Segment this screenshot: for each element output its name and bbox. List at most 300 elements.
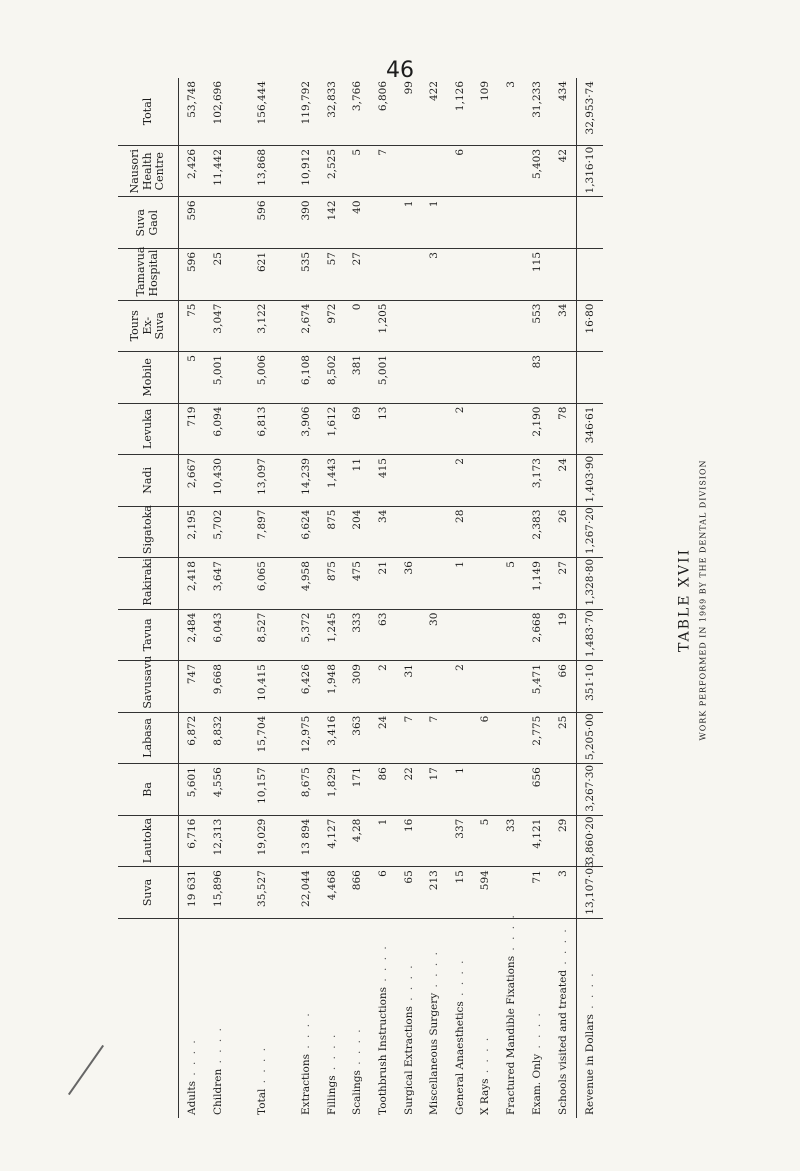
column-header: Labasa <box>118 712 179 764</box>
table-cell: 8,675 <box>293 764 319 816</box>
table-cell: 596 <box>179 249 206 301</box>
table-cell <box>396 300 422 352</box>
table-cell <box>447 609 473 661</box>
table-cell: 4,28 <box>345 815 371 867</box>
table-cell: 16 <box>396 815 422 867</box>
column-header: Total <box>118 78 179 145</box>
table-cell <box>473 249 499 301</box>
table-cell: 28 <box>447 506 473 558</box>
row-label: Fractured Mandible Fixations . . . . <box>505 913 518 1115</box>
table-cell: 1 <box>421 197 447 249</box>
table-cell <box>447 249 473 301</box>
table-cell: 30 <box>421 609 447 661</box>
row-label: Miscellaneous Surgery . . . . <box>428 950 441 1115</box>
table-cell: 10,157 <box>241 764 284 816</box>
table-cell: 621 <box>241 249 284 301</box>
column-header: Tavua <box>118 609 179 661</box>
table-cell: 390 <box>293 197 319 249</box>
dot-leader: . . . . <box>556 927 569 970</box>
table-cell: 5 <box>473 815 499 867</box>
table-cell: 6 <box>447 145 473 197</box>
column-header: Sigatoka <box>118 506 179 558</box>
column-header: Nausori Health Centre <box>118 145 179 197</box>
dot-leader: . . . . <box>530 1011 543 1054</box>
column-header: Suva <box>118 867 179 919</box>
table-cell <box>421 403 447 455</box>
table-cell <box>524 197 550 249</box>
column-header: Rakiraki <box>118 558 179 610</box>
table-cell: 346·61 <box>576 403 603 455</box>
table-cell <box>473 197 499 249</box>
table-cell: 27 <box>345 249 371 301</box>
table-cell: 22 <box>396 764 422 816</box>
table-cell <box>473 609 499 661</box>
table-cell: 21 <box>370 558 396 610</box>
table-cell: 171 <box>345 764 371 816</box>
table-cell: 5,601 <box>179 764 206 816</box>
table-cell: 24 <box>549 455 576 507</box>
table-cell: 3,122 <box>241 300 284 352</box>
table-cell: 83 <box>524 352 550 404</box>
table-cell: 875 <box>319 506 345 558</box>
table-cell <box>473 300 499 352</box>
table-cell: 17 <box>421 764 447 816</box>
table-cell: 866 <box>345 867 371 919</box>
table-cell: 1,483·70 <box>576 609 603 661</box>
table-cell <box>473 661 499 713</box>
table-cell: 1,267·20 <box>576 506 603 558</box>
table-cell: 36 <box>396 558 422 610</box>
table-cell: 381 <box>345 352 371 404</box>
table-cell: 6,813 <box>241 403 284 455</box>
table-cell: 3,647 <box>205 558 231 610</box>
table-cell <box>396 609 422 661</box>
table-cell: 213 <box>421 867 447 919</box>
row-label: Extractions . . . . <box>300 1011 313 1115</box>
table-cell: 13 <box>370 403 396 455</box>
table-cell: 14,239 <box>293 455 319 507</box>
table-cell: 156,444 <box>241 78 284 145</box>
table-cell: 102,696 <box>205 78 231 145</box>
table-cell <box>498 609 524 661</box>
table-cell: 6,872 <box>179 712 206 764</box>
column-header: Lautoka <box>118 815 179 867</box>
table-cell: 6,108 <box>293 352 319 404</box>
table-row <box>421 78 447 1118</box>
table-cell <box>421 506 447 558</box>
column-header: Ba <box>118 764 179 816</box>
table-row <box>447 78 473 1118</box>
table-cell <box>421 455 447 507</box>
data-table-container <box>118 78 603 1118</box>
table-cell <box>549 352 576 404</box>
table-cell: 5,205·00 <box>576 712 603 764</box>
row-label: General Anaesthetics . . . . <box>453 958 466 1115</box>
table-cell: 29 <box>549 815 576 867</box>
dot-leader: . . . . <box>428 950 441 993</box>
row-label: Children . . . . <box>211 1026 224 1115</box>
table-cell: 333 <box>345 609 371 661</box>
table-cell: 35,527 <box>241 867 284 919</box>
table-cell: 11 <box>345 455 371 507</box>
table-cell <box>396 403 422 455</box>
table-cell: 1 <box>447 558 473 610</box>
table-cell: 6,624 <box>293 506 319 558</box>
table-cell: 747 <box>179 661 206 713</box>
table-cell <box>421 300 447 352</box>
table-cell <box>447 352 473 404</box>
table-cell: 1,328·80 <box>576 558 603 610</box>
table-cell: 475 <box>345 558 371 610</box>
table-cell: 1,829 <box>319 764 345 816</box>
table-cell: 6,043 <box>205 609 231 661</box>
table-cell: 10,430 <box>205 455 231 507</box>
table-cell: 415 <box>370 455 396 507</box>
table-cell: 204 <box>345 506 371 558</box>
dot-leader: . . . . <box>583 971 596 1015</box>
column-header: Tours Ex-Suva <box>118 300 179 352</box>
table-cell: 1,443 <box>319 455 345 507</box>
table-cell: 5,403 <box>524 145 550 197</box>
table-cell: 719 <box>179 403 206 455</box>
table-cell: 5,702 <box>205 506 231 558</box>
table-cell: 34 <box>549 300 576 352</box>
table-cell: 5,006 <box>241 352 284 404</box>
table-cell: 2,525 <box>319 145 345 197</box>
header-label-column <box>118 918 179 1118</box>
table-cell <box>549 197 576 249</box>
table-cell: 4,121 <box>524 815 550 867</box>
table-cell: 13,097 <box>241 455 284 507</box>
dot-leader: . . . . <box>211 1026 224 1069</box>
page-number: 46 <box>386 58 414 83</box>
table-cell: 15 <box>447 867 473 919</box>
table-cell: 34 <box>370 506 396 558</box>
table-cell: 2,426 <box>179 145 206 197</box>
dot-leader: . . . . <box>351 1027 364 1071</box>
table-row <box>205 78 231 1118</box>
table-cell: 3,906 <box>293 403 319 455</box>
table-cell <box>498 506 524 558</box>
column-header: Savusavu <box>118 661 179 713</box>
table-cell: 1 <box>396 197 422 249</box>
table-row <box>549 78 576 1118</box>
table-cell: 1,612 <box>319 403 345 455</box>
table-cell: 86 <box>370 764 396 816</box>
table-cell: 6 <box>473 712 499 764</box>
table-cell <box>421 352 447 404</box>
table-cell: 12,313 <box>205 815 231 867</box>
table-cell: 15,896 <box>205 867 231 919</box>
table-cell: 57 <box>319 249 345 301</box>
table-cell: 2 <box>447 455 473 507</box>
table-cell: 2,668 <box>524 609 550 661</box>
table-cell <box>473 455 499 507</box>
table-cell <box>498 764 524 816</box>
table-title: TABLE XVII <box>676 547 693 653</box>
table-cell: 6,065 <box>241 558 284 610</box>
table-row <box>498 78 524 1118</box>
table-cell: 535 <box>293 249 319 301</box>
table-cell: 40 <box>345 197 371 249</box>
table-cell: 5 <box>179 352 206 404</box>
table-cell: 10,415 <box>241 661 284 713</box>
table-cell: 142 <box>319 197 345 249</box>
table-cell: 3,766 <box>345 78 371 145</box>
table-cell: 1,149 <box>524 558 550 610</box>
table-cell: 32,953·74 <box>576 78 603 145</box>
table-cell: 7,897 <box>241 506 284 558</box>
table-row <box>345 78 371 1118</box>
table-cell <box>396 455 422 507</box>
table-cell <box>498 352 524 404</box>
table-cell: 66 <box>549 661 576 713</box>
table-cell: 363 <box>345 712 371 764</box>
table-row <box>293 78 319 1118</box>
table-cell: 119,792 <box>293 78 319 145</box>
table-cell: 5,001 <box>370 352 396 404</box>
table-cell: 4,556 <box>205 764 231 816</box>
table-row <box>319 78 345 1118</box>
table-cell: 3,047 <box>205 300 231 352</box>
table-cell: 115 <box>524 249 550 301</box>
table-cell: 8,832 <box>205 712 231 764</box>
table-cell: 594 <box>473 867 499 919</box>
row-label: Exam. Only . . . . <box>530 1011 543 1115</box>
table-cell: 3,173 <box>524 455 550 507</box>
table-cell: 2,674 <box>293 300 319 352</box>
table-cell: 71 <box>524 867 550 919</box>
table-cell: 422 <box>421 78 447 145</box>
table-cell: 3 <box>421 249 447 301</box>
table-cell: 1,403·90 <box>576 455 603 507</box>
table-subtitle: WORK PERFORMED IN 1969 BY THE DENTAL DIVISION <box>698 459 708 741</box>
table-cell: 2,667 <box>179 455 206 507</box>
table-cell <box>421 815 447 867</box>
table-cell: 2 <box>370 661 396 713</box>
table-cell: 13 894 <box>293 815 319 867</box>
table-cell: 27 <box>549 558 576 610</box>
dot-leader: . . . . <box>300 1011 313 1054</box>
table-cell: 33 <box>498 815 524 867</box>
table-cell: 22,044 <box>293 867 319 919</box>
table-cell: 63 <box>370 609 396 661</box>
table-row <box>524 78 550 1118</box>
column-header: Mobile <box>118 352 179 404</box>
table-cell: 109 <box>473 78 499 145</box>
table-cell <box>473 506 499 558</box>
table-row <box>241 78 284 1118</box>
table-cell: 596 <box>241 197 284 249</box>
table-cell: 5,372 <box>293 609 319 661</box>
dot-leader: . . . . <box>256 1045 269 1089</box>
table-cell <box>498 403 524 455</box>
table-cell: 8,502 <box>319 352 345 404</box>
table-cell: 11,442 <box>205 145 231 197</box>
table-cell <box>498 249 524 301</box>
table-cell: 7 <box>421 712 447 764</box>
table-cell: 10,912 <box>293 145 319 197</box>
table-cell: 4,127 <box>319 815 345 867</box>
column-header: Levuka <box>118 403 179 455</box>
row-label: Adults . . . . <box>186 1038 199 1115</box>
table-cell: 6,716 <box>179 815 206 867</box>
table-cell: 1,245 <box>319 609 345 661</box>
table-cell: 972 <box>319 300 345 352</box>
dot-leader: . . . . <box>505 913 518 956</box>
table-cell: 31,233 <box>524 78 550 145</box>
table-cell: 6,806 <box>370 78 396 145</box>
table-cell: 2 <box>447 661 473 713</box>
table-cell <box>396 145 422 197</box>
pen-mark <box>68 1045 104 1095</box>
table-row <box>370 78 396 1118</box>
table-cell: 1 <box>370 815 396 867</box>
table-cell <box>370 249 396 301</box>
data-table <box>118 78 603 1118</box>
table-cell: 2,418 <box>179 558 206 610</box>
table-cell <box>576 352 603 404</box>
row-label: Revenue in Dollars . . . . <box>576 918 603 1118</box>
table-cell: 12,975 <box>293 712 319 764</box>
table-cell <box>370 197 396 249</box>
table-cell: 553 <box>524 300 550 352</box>
table-cell: 19 631 <box>179 867 206 919</box>
table-cell: 75 <box>179 300 206 352</box>
dot-leader: . . . . <box>479 1035 492 1079</box>
table-cell: 596 <box>179 197 206 249</box>
table-cell: 99 <box>396 78 422 145</box>
table-cell: 65 <box>396 867 422 919</box>
table-cell: 2,775 <box>524 712 550 764</box>
table-cell: 78 <box>549 403 576 455</box>
table-cell <box>473 764 499 816</box>
table-cell <box>396 352 422 404</box>
table-cell: 24 <box>370 712 396 764</box>
table-cell: 2,383 <box>524 506 550 558</box>
table-cell: 5 <box>345 145 371 197</box>
table-cell <box>447 712 473 764</box>
table-cell: 5 <box>498 558 524 610</box>
table-cell: 3,267·30 <box>576 764 603 816</box>
table-cell: 656 <box>524 764 550 816</box>
table-row <box>473 78 499 1118</box>
table-cell: 42 <box>549 145 576 197</box>
table-cell: 16·80 <box>576 300 603 352</box>
table-cell: 69 <box>345 403 371 455</box>
table-cell <box>473 352 499 404</box>
table-cell: 3,860·20 <box>576 815 603 867</box>
table-cell: 1 <box>447 764 473 816</box>
dot-leader: . . . . <box>376 944 389 987</box>
table-cell: 7 <box>396 712 422 764</box>
table-cell: 3 <box>549 867 576 919</box>
table-cell: 351·10 <box>576 661 603 713</box>
table-cell: 15,704 <box>241 712 284 764</box>
table-cell: 6,094 <box>205 403 231 455</box>
table-cell <box>473 558 499 610</box>
table-cell <box>498 712 524 764</box>
table-cell: 3 <box>498 78 524 145</box>
table-cell <box>498 661 524 713</box>
table-cell: 1,205 <box>370 300 396 352</box>
table-cell: 6,426 <box>293 661 319 713</box>
row-label: Surgical Extractions . . . . <box>402 963 415 1115</box>
row-label: Toothbrush Instructions . . . . <box>376 944 389 1115</box>
table-cell: 19,029 <box>241 815 284 867</box>
table-cell <box>421 661 447 713</box>
table-cell: 13,107·03 <box>576 867 603 919</box>
table-cell <box>396 506 422 558</box>
table-cell: 2,484 <box>179 609 206 661</box>
table-cell <box>576 249 603 301</box>
row-label: Fillings . . . . <box>325 1032 338 1115</box>
row-label: Scalings . . . . <box>351 1027 364 1115</box>
table-cell <box>576 197 603 249</box>
row-label: Total . . . . <box>256 1045 269 1115</box>
column-header: Suva Gaol <box>118 197 179 249</box>
row-label: X Rays . . . . <box>479 1035 492 1115</box>
table-cell: 5,471 <box>524 661 550 713</box>
table-row <box>179 78 206 1118</box>
column-header: Nadi <box>118 455 179 507</box>
table-cell <box>396 249 422 301</box>
table-cell: 9,668 <box>205 661 231 713</box>
table-cell: 2 <box>447 403 473 455</box>
table-cell <box>473 403 499 455</box>
table-cell: 1,948 <box>319 661 345 713</box>
table-cell: 25 <box>549 712 576 764</box>
table-cell <box>549 764 576 816</box>
table-cell: 4,958 <box>293 558 319 610</box>
table-cell: 32,833 <box>319 78 345 145</box>
table-cell: 7 <box>370 145 396 197</box>
table-cell <box>498 300 524 352</box>
dot-leader: . . . . <box>453 958 466 1002</box>
table-cell: 13,868 <box>241 145 284 197</box>
table-cell <box>421 558 447 610</box>
table-row <box>396 78 422 1118</box>
dot-leader: . . . . <box>402 963 415 1007</box>
table-cell: 337 <box>447 815 473 867</box>
table-cell: 434 <box>549 78 576 145</box>
table-cell: 8,527 <box>241 609 284 661</box>
row-label: Schools visited and treated . . . . <box>556 927 569 1115</box>
table-cell: 1,126 <box>447 78 473 145</box>
table-cell <box>498 455 524 507</box>
table-cell: 31 <box>396 661 422 713</box>
table-cell <box>498 867 524 919</box>
dot-leader: . . . . <box>186 1038 199 1081</box>
table-cell <box>421 145 447 197</box>
table-cell: 2,190 <box>524 403 550 455</box>
table-cell: 1,316·10 <box>576 145 603 197</box>
table-cell: 309 <box>345 661 371 713</box>
table-cell <box>447 300 473 352</box>
spacer-row <box>283 78 293 1118</box>
table-cell: 5,001 <box>205 352 231 404</box>
table-cell: 875 <box>319 558 345 610</box>
table-row <box>576 78 603 1118</box>
table-cell: 3,416 <box>319 712 345 764</box>
table-cell <box>205 197 231 249</box>
table-cell: 53,748 <box>179 78 206 145</box>
table-cell <box>549 249 576 301</box>
spacer-row <box>231 78 241 1118</box>
table-cell <box>447 197 473 249</box>
dot-leader: . . . . <box>325 1032 338 1076</box>
table-cell <box>498 197 524 249</box>
